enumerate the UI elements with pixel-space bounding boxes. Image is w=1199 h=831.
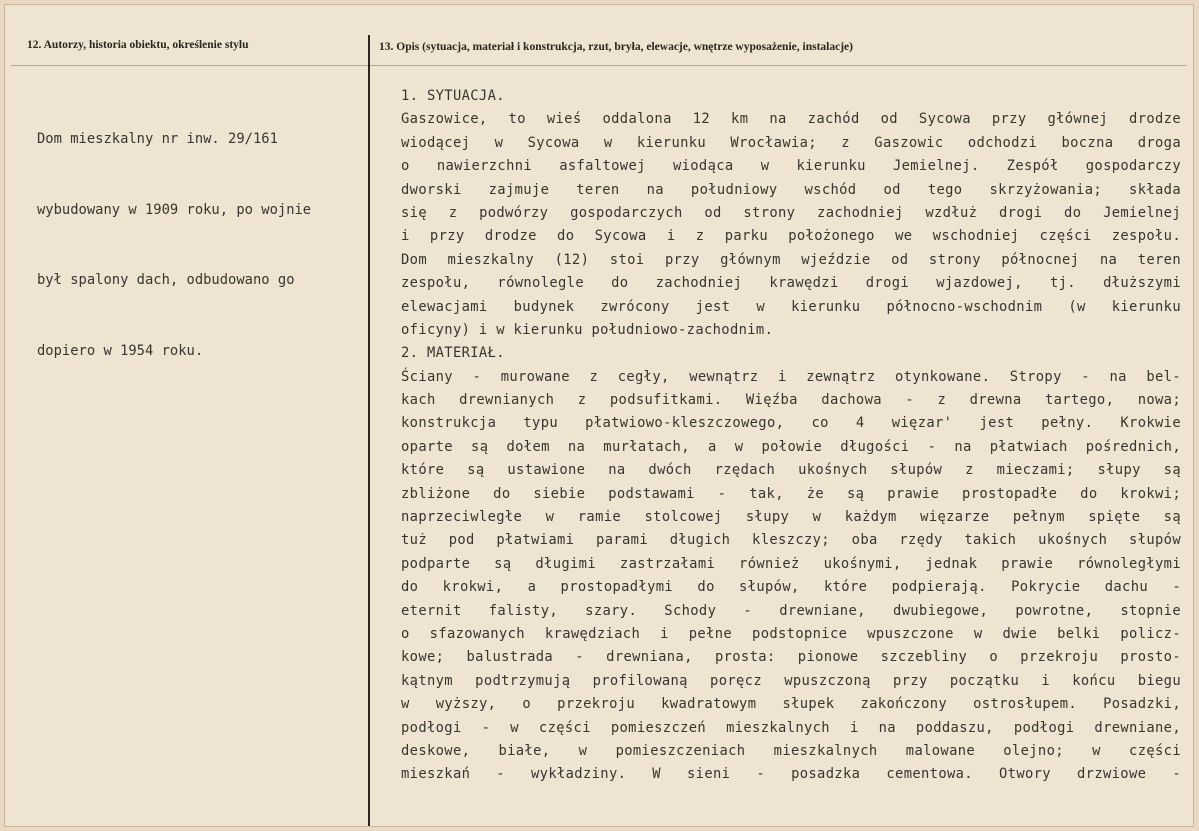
description-line: i przy drodze do Sycowa i z parku położonego we wschodniej części zespołu. — [401, 228, 1181, 245]
description-line: kowe; balustrada - drewniana, prosta: pionowe szczebliny o przekroju prosto- — [401, 649, 1181, 666]
description-line: w wyższy, o przekroju kwadratowym słupek zakończony ostrosłupem. Posadzki, — [401, 696, 1181, 713]
description-line: konstrukcja typu płatwiowo-kleszczowego, co 4 więzar' jest pełny. Krokwie — [401, 415, 1181, 432]
description-text — [401, 85, 1181, 787]
description-line: o nawierzchni asfaltowej wiodąca w kierunku Jemielnej. Zespół gospodarczy — [401, 158, 1181, 175]
description-line: o sfazowanych krawędziach i pełne podstopnice wpuszczone w dwie belki policz- — [401, 625, 1181, 642]
description-line: eternit falisty, szary. Schody - drewniane, dwubiegowe, powrotne, stopnie — [401, 602, 1181, 619]
description-line: kątnym podtrzymują profilowaną poręcz wpuszczoną przy początku i końcu biegu — [401, 672, 1181, 689]
description-line: oficyny) i w kierunku południowo-zachodnim. — [401, 321, 774, 338]
description-line: elewacjami budynek zwrócony jest w kierunku północno-wschodnim (w kierunku — [401, 298, 1181, 315]
description-line: do krokwi, a prostopadłymi do słupów, które podpierają. Pokrycie dachu - — [401, 579, 1181, 596]
description-line: 1. SYTUACJA. — [401, 88, 505, 104]
description-line: dworski zajmuje teren na południowy wschód od tego skrzyżowania; składa — [401, 181, 1181, 198]
description-line: mieszkań - wykładziny. W sieni - posadzka cementowa. Otwory drzwiowe - — [401, 766, 1181, 783]
section-12-heading: 12. Autorzy, historia obiektu, określenie stylu — [27, 39, 249, 51]
section-13-heading: 13. Opis (sytuacja, materiał i konstrukcja, rzut, bryła, elewacje, wnętrze wyposażenie, instalacje) — [379, 41, 853, 53]
description-line: zespołu, równolegle do zachodniej krawędzi drogi wjazdowej, tj. dłuższymi — [401, 275, 1181, 292]
history-text — [37, 81, 367, 410]
description-line: się z podwórzy gospodarczych od strony zachodniej wzdłuż drogi do Jemielnej — [401, 204, 1181, 221]
description-line: podparte są długimi zastrzałami również ukośnymi, jednak prawie równoległymi — [401, 555, 1181, 572]
description-line: podłogi - w części pomieszczeń mieszkalnych i na poddaszu, podłogi drewniane, — [401, 719, 1181, 736]
description-line: oparte są dołem na murłatach, a w połowie długości - na płatwiach pośrednich, — [401, 438, 1181, 455]
description-line: które są ustawione na dwóch rzędach ukośnych słupów z mieczami; słupy są — [401, 462, 1181, 479]
history-line: dopiero w 1954 roku. — [37, 342, 204, 359]
description-line: naprzeciwległe w ramie stolcowej słupy w każdym więzarze pełnym spięte są — [401, 509, 1181, 526]
description-line: 2. MATERIAŁ. — [401, 345, 505, 362]
description-line: tuż pod płatwiami parami długich kleszczy; oba rzędy takich ukośnych słupów — [401, 532, 1181, 549]
column-divider — [368, 35, 370, 827]
description-line: Ściany - murowane z cegły, wewnątrz i zewnątrz otynkowane. Stropy - na bel- — [401, 368, 1181, 385]
history-line: wybudowany w 1909 roku, po wojnie — [37, 201, 312, 218]
description-line: zbliżone do siebie podstawami - tak, że są prawie prostopadłe do krokwi; — [401, 485, 1181, 502]
header-rule — [11, 65, 1187, 66]
history-line: był spalony dach, odbudowano go — [37, 272, 295, 288]
description-line: wiodącej w Sycowa w kierunku Wrocławia; z Gaszowic odchodzi boczna droga — [401, 134, 1181, 151]
description-line: kach drewnianych z podsufitkami. Więźba dachowa - z drewna tartego, nowa; — [401, 392, 1181, 409]
description-line: Dom mieszkalny (12) stoi przy głównym wjeździe od strony północnej na teren — [401, 251, 1181, 268]
history-line: Dom mieszkalny nr inw. 29/161 — [37, 131, 278, 147]
description-line: Gaszowice, to wieś oddalona 12 km na zachód od Sycowa przy głównej drodze — [401, 111, 1181, 128]
description-line: deskowe, białe, w pomieszczeniach mieszkalnych malowane olejno; w części — [401, 742, 1181, 759]
inventory-card — [4, 4, 1194, 827]
